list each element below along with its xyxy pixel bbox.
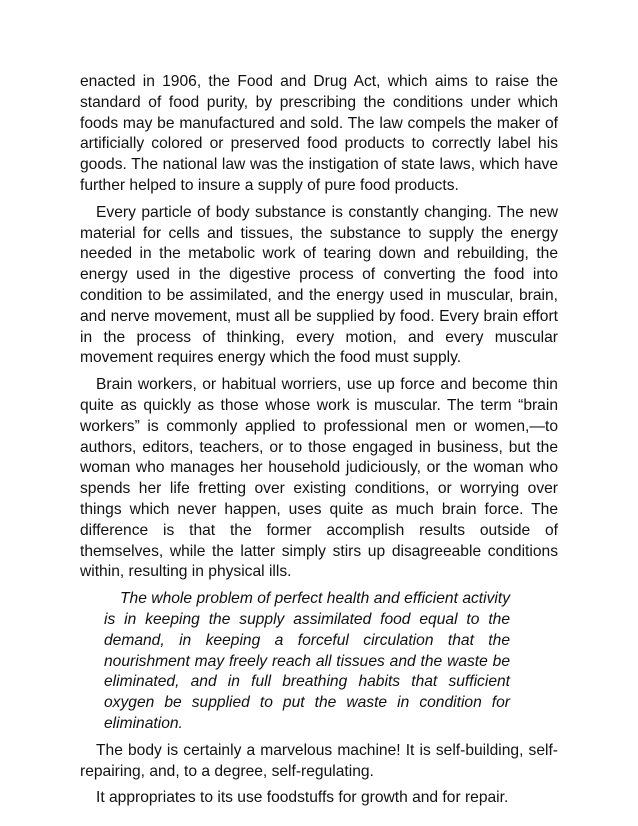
paragraph-food-and-drug-act: enacted in 1906, the Food and Drug Act, which aims to raise the standard of food purity, by prescribing the conditions under which foods may be manufactured and sold. The law compels the maker of artificially colored or preserved food products to correctly label his goods. The national law was the instigation of state laws, which have further helped to insure a supply of pure food products. xyxy=(80,73,558,194)
paragraph-body-substance: Every particle of body substance is constantly changing. The new material for cells and tissues, the substance to supply the energy needed in the metabolic work of tearing down and rebuilding, the energy used in the digestive process of converting the food into condition to be assimilated, and the energy used in muscular, brain, and nerve movement, must all be supplied by food. Every brain effort in the process of thinking, every motion, and every muscular movement requires energy which the food must supply. xyxy=(80,203,558,367)
block-quote-health: The whole problem of perfect health and efficient activity is in keeping the supply assimilated food equal to the demand, in keeping a forceful circulation that the nourishment may freely reach all tissues and the waste be eliminated, and in full breathing habits that sufficient oxygen be supplied to put the waste in condition for elimination. xyxy=(104,590,510,732)
document-page xyxy=(80,72,558,815)
paragraph-foodstuffs: It appropriates to its use foodstuffs for growth and for repair. xyxy=(96,789,509,807)
paragraph-marvelous-machine: The body is certainly a marvelous machine! It is self-building, self-repairing, and, to a degree, self-regulating. xyxy=(80,741,558,780)
paragraph-brain-workers: Brain workers, or habitual worriers, use up force and become thin quite as quickly as those whose work is muscular. The term “brain workers” is commonly applied to professional men or women,—to authors, editors, teachers, or to those engaged in business, but the woman who manages her household judiciously, or the woman who spends her life fretting over existing conditions, or worrying over things which never happen, uses quite as much brain force. The difference is that the former accomplish results outside of themselves, while the latter simply stirs up disagreeable conditions within, resulting in physical ills. xyxy=(80,376,558,581)
